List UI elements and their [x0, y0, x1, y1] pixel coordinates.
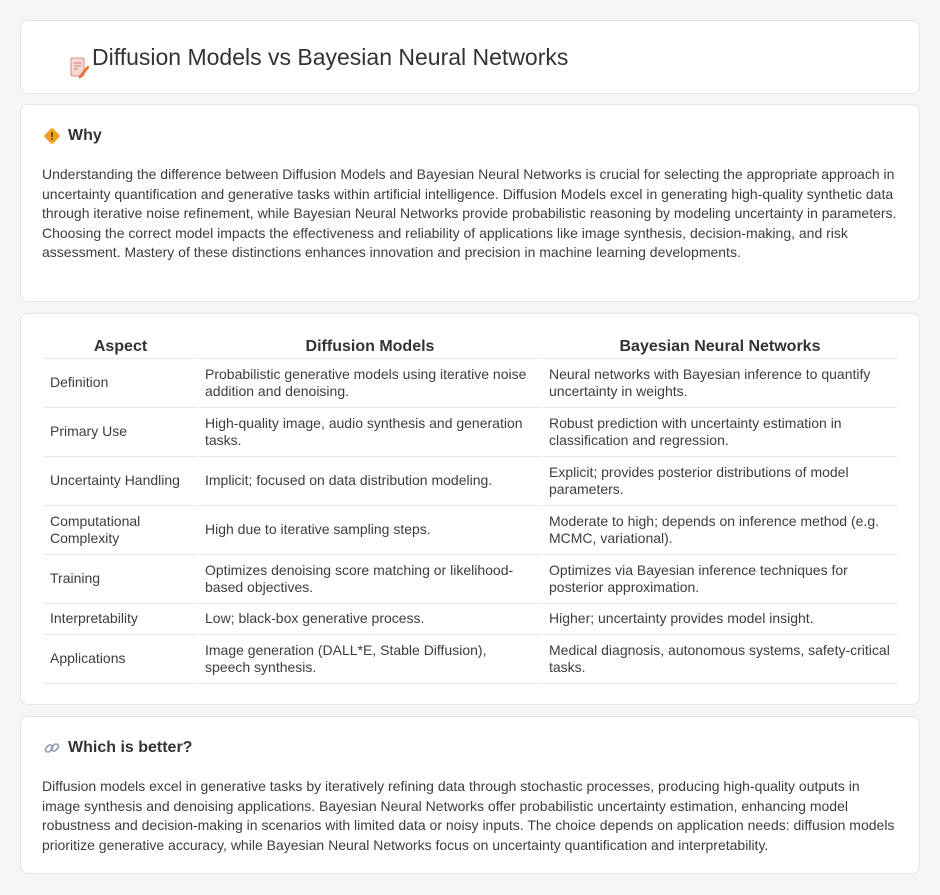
bnn-cell: Optimizes via Bayesian inference techniques for posterior approximation. [543, 555, 897, 604]
link-icon [43, 739, 61, 757]
better-heading-row [43, 739, 192, 757]
title-card [20, 20, 920, 94]
why-heading-row [43, 127, 102, 145]
document-pencil-icon [67, 56, 91, 80]
why-heading: Why [68, 127, 102, 144]
better-heading: Which is better? [68, 739, 193, 756]
why-section [20, 104, 920, 302]
comparison-table [42, 334, 899, 684]
diffusion-cell: Low; black-box generative process. [199, 604, 541, 635]
aspect-cell: Primary Use [44, 408, 197, 457]
aspect-cell: Interpretability [44, 604, 197, 635]
table-row [44, 635, 897, 684]
better-text: Diffusion models excel in generative tasks by iteratively refining data through stochastic processes, producing high-quality outputs in image synthesis and denoising applications. Bayesian Neural Networks offer probabilistic uncertainty estimation, enhancing model robustness and decision-making in scenarios with limited data or noisy inputs. The choice depends on application needs: diffusion models prioritize generative accuracy, while Bayesian Neural Networks focus on uncertainty quantification and interpretability. [42, 778, 895, 853]
aspect-cell: Training [44, 555, 197, 604]
bnn-cell: Medical diagnosis, autonomous systems, safety-critical tasks. [543, 635, 897, 684]
table-row [44, 359, 897, 408]
header-bayesian-neural-networks: Bayesian Neural Networks [543, 334, 897, 359]
aspect-cell: Uncertainty Handling [44, 457, 197, 506]
diffusion-cell: High-quality image, audio synthesis and generation tasks. [199, 408, 541, 457]
table-row [44, 506, 897, 555]
why-text: Understanding the difference between Diffusion Models and Bayesian Neural Networks is crucial for selecting the appropriate approach in uncertainty quantification and generative tasks within artificial intelligence. Diffusion Models excel in generating high-quality synthetic data through iterative noise refinement, while Bayesian Neural Networks provide probabilistic reasoning by modeling uncertainty in parameters. Choosing the correct model impacts the effectiveness and reliability of applications like image synthesis, decision-making, and risk assessment. Mastery of these distinctions enhances innovation and precision in machine learning developments. [42, 166, 897, 260]
table-row [44, 604, 897, 635]
comparison-section [20, 313, 920, 705]
diffusion-cell: Optimizes denoising score matching or likelihood-based objectives. [199, 555, 541, 604]
which-is-better-section [20, 716, 920, 874]
table-row [44, 457, 897, 506]
bnn-cell: Robust prediction with uncertainty estimation in classification and regression. [543, 408, 897, 457]
table-row [44, 555, 897, 604]
bnn-cell: Neural networks with Bayesian inference to quantify uncertainty in weights. [543, 359, 897, 408]
diffusion-cell: High due to iterative sampling steps. [199, 506, 541, 555]
diffusion-cell: Probabilistic generative models using iterative noise addition and denoising. [199, 359, 541, 408]
warning-diamond-icon [43, 127, 61, 145]
aspect-cell: Definition [44, 359, 197, 408]
table-header-row [44, 334, 897, 359]
bnn-cell: Moderate to high; depends on inference method (e.g. MCMC, variational). [543, 506, 897, 555]
header-aspect: Aspect [44, 334, 197, 359]
aspect-cell: Applications [44, 635, 197, 684]
diffusion-cell: Implicit; focused on data distribution modeling. [199, 457, 541, 506]
header-diffusion-models: Diffusion Models [199, 334, 541, 359]
table-row [44, 408, 897, 457]
bnn-cell: Explicit; provides posterior distributions of model parameters. [543, 457, 897, 506]
aspect-cell: Computational Complexity [44, 506, 197, 555]
diffusion-cell: Image generation (DALL*E, Stable Diffusion), speech synthesis. [199, 635, 541, 684]
bnn-cell: Higher; uncertainty provides model insight. [543, 604, 897, 635]
page-title: Diffusion Models vs Bayesian Neural Networks [92, 44, 569, 70]
